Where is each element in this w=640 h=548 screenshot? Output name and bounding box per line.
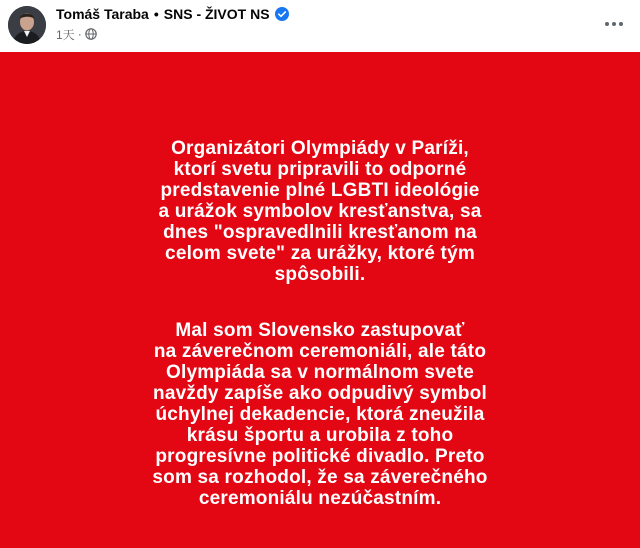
author-avatar[interactable] [8, 6, 46, 44]
group-name[interactable]: SNS - ŽIVOT NS [163, 6, 270, 22]
globe-icon[interactable] [85, 28, 97, 40]
avatar-photo [8, 6, 46, 44]
more-options-icon[interactable] [602, 12, 626, 36]
post-meta [56, 26, 97, 42]
post-image[interactable] [0, 52, 640, 548]
name-separator: • [153, 6, 159, 22]
author-line [56, 5, 289, 23]
meta-separator: · [77, 27, 82, 41]
author-name[interactable]: Tomáš Taraba [56, 6, 149, 22]
post-timestamp[interactable]: 1天 [56, 27, 75, 42]
image-paragraph-2: Mal som Slovensko zastupovať na záverečnom ceremoniáli, ale táto Olympiáda sa v normálnom svete navždy zapíše ako odpudivý symbol úchylnej dekadencie, ktorá zneužila krásu športu a urobila z toho progresívne politické divadlo. Preto som sa rozhodol, že sa záverečného ceremoniálu nezúčastním. [152, 320, 488, 509]
verified-badge-icon [275, 7, 289, 21]
post-header [0, 0, 640, 52]
image-paragraph-1: Organizátori Olympiády v Paríži, ktorí svetu pripravili to odporné predstavenie plné LGBTI ideológie a urážok symbolov kresťanstva, sa dnes "ospravedlnili kresťanom na celom svete" za urážky, ktoré tým spôsobili. [158, 138, 482, 285]
